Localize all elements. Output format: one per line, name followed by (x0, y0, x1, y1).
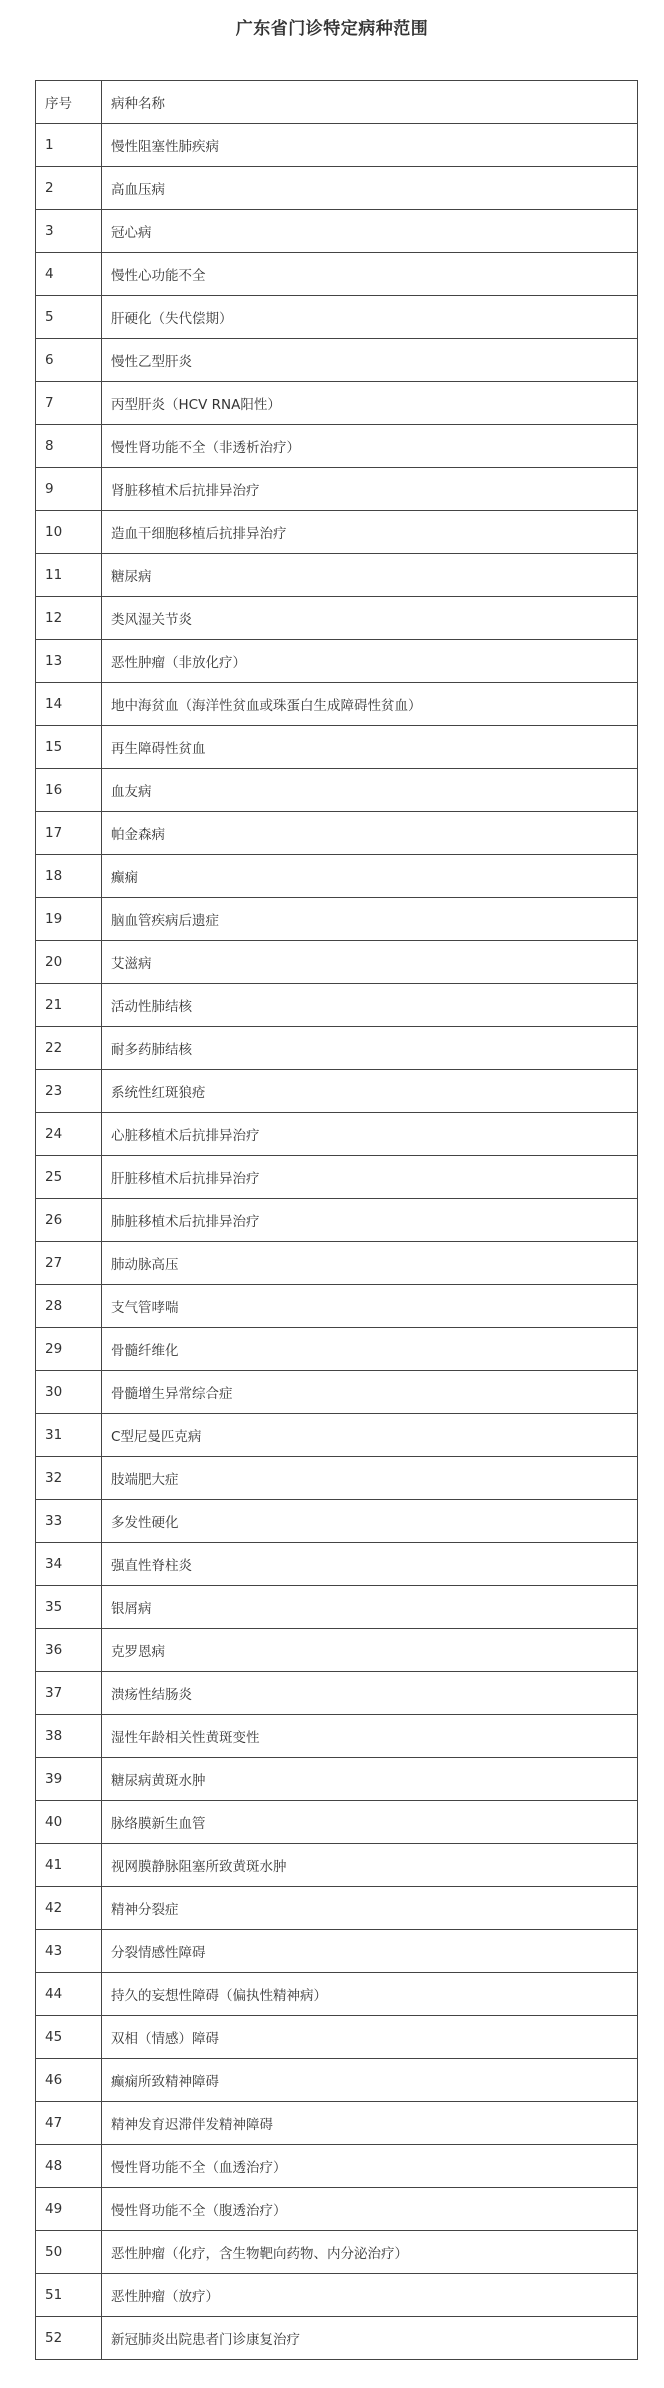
disease-name: 耐多药肺结核 (102, 1027, 638, 1070)
disease-name: 精神分裂症 (102, 1887, 638, 1930)
disease-name: 强直性脊柱炎 (102, 1543, 638, 1586)
row-number: 40 (36, 1801, 102, 1844)
table-row (36, 2145, 638, 2188)
table-row (36, 468, 638, 511)
row-number: 34 (36, 1543, 102, 1586)
disease-name: 癫痫所致精神障碍 (102, 2059, 638, 2102)
table-row (36, 1887, 638, 1930)
disease-name: 慢性心功能不全 (102, 253, 638, 296)
table-row (36, 640, 638, 683)
row-number: 46 (36, 2059, 102, 2102)
row-number: 44 (36, 1973, 102, 2016)
table-row (36, 1672, 638, 1715)
disease-name: 慢性阻塞性肺疾病 (102, 124, 638, 167)
row-number: 14 (36, 683, 102, 726)
row-number: 7 (36, 382, 102, 425)
row-number: 51 (36, 2274, 102, 2317)
table-row (36, 554, 638, 597)
row-number: 48 (36, 2145, 102, 2188)
disease-name: 慢性肾功能不全（非透析治疗） (102, 425, 638, 468)
table-row (36, 812, 638, 855)
disease-name: 慢性肾功能不全（腹透治疗） (102, 2188, 638, 2231)
disease-name: 肺脏移植术后抗排异治疗 (102, 1199, 638, 1242)
table-row (36, 726, 638, 769)
row-number: 3 (36, 210, 102, 253)
disease-name: 多发性硬化 (102, 1500, 638, 1543)
table-row (36, 597, 638, 640)
row-number: 32 (36, 1457, 102, 1500)
disease-name: 造血干细胞移植后抗排异治疗 (102, 511, 638, 554)
table-row (36, 1586, 638, 1629)
table-row (36, 898, 638, 941)
table-row (36, 941, 638, 984)
table-row (36, 984, 638, 1027)
disease-name: 支气管哮喘 (102, 1285, 638, 1328)
table-row (36, 1801, 638, 1844)
disease-name: 艾滋病 (102, 941, 638, 984)
disease-name: 类风湿关节炎 (102, 597, 638, 640)
row-number: 4 (36, 253, 102, 296)
table-row (36, 1543, 638, 1586)
table-row (36, 425, 638, 468)
row-number: 29 (36, 1328, 102, 1371)
table-row (36, 2231, 638, 2274)
table-row (36, 1242, 638, 1285)
table-row (36, 1070, 638, 1113)
disease-name: C型尼曼匹克病 (102, 1414, 638, 1457)
row-number: 42 (36, 1887, 102, 1930)
disease-name: 恶性肿瘤（化疗，含生物靶向药物、内分泌治疗） (102, 2231, 638, 2274)
disease-name: 帕金森病 (102, 812, 638, 855)
row-number: 12 (36, 597, 102, 640)
disease-name: 克罗恩病 (102, 1629, 638, 1672)
table-body (36, 124, 638, 2360)
table-header-row (36, 81, 638, 124)
table-row (36, 1328, 638, 1371)
row-number: 15 (36, 726, 102, 769)
row-number: 22 (36, 1027, 102, 1070)
row-number: 31 (36, 1414, 102, 1457)
disease-name: 血友病 (102, 769, 638, 812)
row-number: 27 (36, 1242, 102, 1285)
table-row (36, 339, 638, 382)
table-row (36, 1973, 638, 2016)
row-number: 49 (36, 2188, 102, 2231)
table-row (36, 1715, 638, 1758)
row-number: 9 (36, 468, 102, 511)
disease-name: 肝脏移植术后抗排异治疗 (102, 1156, 638, 1199)
table-row (36, 167, 638, 210)
disease-name: 心脏移植术后抗排异治疗 (102, 1113, 638, 1156)
disease-name: 恶性肿瘤（非放化疗） (102, 640, 638, 683)
table-row (36, 2102, 638, 2145)
page-title: 广东省门诊特定病种范围 (235, 19, 429, 39)
row-number: 24 (36, 1113, 102, 1156)
row-number: 18 (36, 855, 102, 898)
table-row (36, 210, 638, 253)
table-row (36, 296, 638, 339)
table-row (36, 1930, 638, 1973)
row-number: 13 (36, 640, 102, 683)
disease-name: 视网膜静脉阻塞所致黄斑水肿 (102, 1844, 638, 1887)
disease-name: 银屑病 (102, 1586, 638, 1629)
disease-name: 骨髓增生异常综合症 (102, 1371, 638, 1414)
header-number: 序号 (36, 81, 102, 124)
row-number: 52 (36, 2317, 102, 2360)
row-number: 2 (36, 167, 102, 210)
disease-name: 精神发育迟滞伴发精神障碍 (102, 2102, 638, 2145)
table-row (36, 2016, 638, 2059)
row-number: 20 (36, 941, 102, 984)
disease-name: 肢端肥大症 (102, 1457, 638, 1500)
disease-name: 慢性肾功能不全（血透治疗） (102, 2145, 638, 2188)
table-row (36, 1285, 638, 1328)
row-number: 17 (36, 812, 102, 855)
table-row (36, 511, 638, 554)
row-number: 33 (36, 1500, 102, 1543)
row-number: 8 (36, 425, 102, 468)
table-row (36, 1156, 638, 1199)
disease-name: 系统性红斑狼疮 (102, 1070, 638, 1113)
table-row (36, 1113, 638, 1156)
disease-name: 新冠肺炎出院患者门诊康复治疗 (102, 2317, 638, 2360)
table-row (36, 769, 638, 812)
disease-table (35, 80, 638, 2360)
row-number: 16 (36, 769, 102, 812)
row-number: 11 (36, 554, 102, 597)
table-row (36, 1457, 638, 1500)
table-row (36, 1414, 638, 1457)
disease-name: 持久的妄想性障碍（偏执性精神病） (102, 1973, 638, 2016)
row-number: 6 (36, 339, 102, 382)
row-number: 37 (36, 1672, 102, 1715)
table-row (36, 2274, 638, 2317)
row-number: 35 (36, 1586, 102, 1629)
row-number: 23 (36, 1070, 102, 1113)
disease-name: 糖尿病 (102, 554, 638, 597)
disease-name: 再生障碍性贫血 (102, 726, 638, 769)
table-row (36, 1500, 638, 1543)
header-disease-name: 病种名称 (102, 81, 638, 124)
disease-name: 分裂情感性障碍 (102, 1930, 638, 1973)
disease-name: 地中海贫血（海洋性贫血或珠蛋白生成障碍性贫血） (102, 683, 638, 726)
row-number: 5 (36, 296, 102, 339)
table-row (36, 2059, 638, 2102)
disease-name: 溃疡性结肠炎 (102, 1672, 638, 1715)
disease-name: 双相（情感）障碍 (102, 2016, 638, 2059)
disease-name: 骨髓纤维化 (102, 1328, 638, 1371)
disease-name: 脉络膜新生血管 (102, 1801, 638, 1844)
disease-name: 高血压病 (102, 167, 638, 210)
table-row (36, 1199, 638, 1242)
disease-name: 肝硬化（失代偿期） (102, 296, 638, 339)
table-row (36, 1371, 638, 1414)
disease-name: 冠心病 (102, 210, 638, 253)
table-row (36, 1844, 638, 1887)
table-row (36, 2188, 638, 2231)
disease-name: 慢性乙型肝炎 (102, 339, 638, 382)
table-row (36, 2317, 638, 2360)
row-number: 45 (36, 2016, 102, 2059)
table-row (36, 683, 638, 726)
disease-name: 丙型肝炎（HCV RNA阳性） (102, 382, 638, 425)
row-number: 36 (36, 1629, 102, 1672)
disease-name: 糖尿病黄斑水肿 (102, 1758, 638, 1801)
row-number: 10 (36, 511, 102, 554)
row-number: 43 (36, 1930, 102, 1973)
row-number: 28 (36, 1285, 102, 1328)
disease-name: 脑血管疾病后遗症 (102, 898, 638, 941)
disease-name: 癫痫 (102, 855, 638, 898)
table-row (36, 1629, 638, 1672)
table-row (36, 1758, 638, 1801)
row-number: 26 (36, 1199, 102, 1242)
row-number: 39 (36, 1758, 102, 1801)
row-number: 1 (36, 124, 102, 167)
disease-name: 恶性肿瘤（放疗） (102, 2274, 638, 2317)
table-row (36, 382, 638, 425)
row-number: 50 (36, 2231, 102, 2274)
disease-name: 肾脏移植术后抗排异治疗 (102, 468, 638, 511)
table-row (36, 253, 638, 296)
table-row (36, 1027, 638, 1070)
disease-name: 肺动脉高压 (102, 1242, 638, 1285)
disease-name: 活动性肺结核 (102, 984, 638, 1027)
row-number: 41 (36, 1844, 102, 1887)
disease-name: 湿性年龄相关性黄斑变性 (102, 1715, 638, 1758)
row-number: 30 (36, 1371, 102, 1414)
row-number: 38 (36, 1715, 102, 1758)
row-number: 47 (36, 2102, 102, 2145)
row-number: 21 (36, 984, 102, 1027)
table-row (36, 124, 638, 167)
table-row (36, 855, 638, 898)
row-number: 25 (36, 1156, 102, 1199)
row-number: 19 (36, 898, 102, 941)
